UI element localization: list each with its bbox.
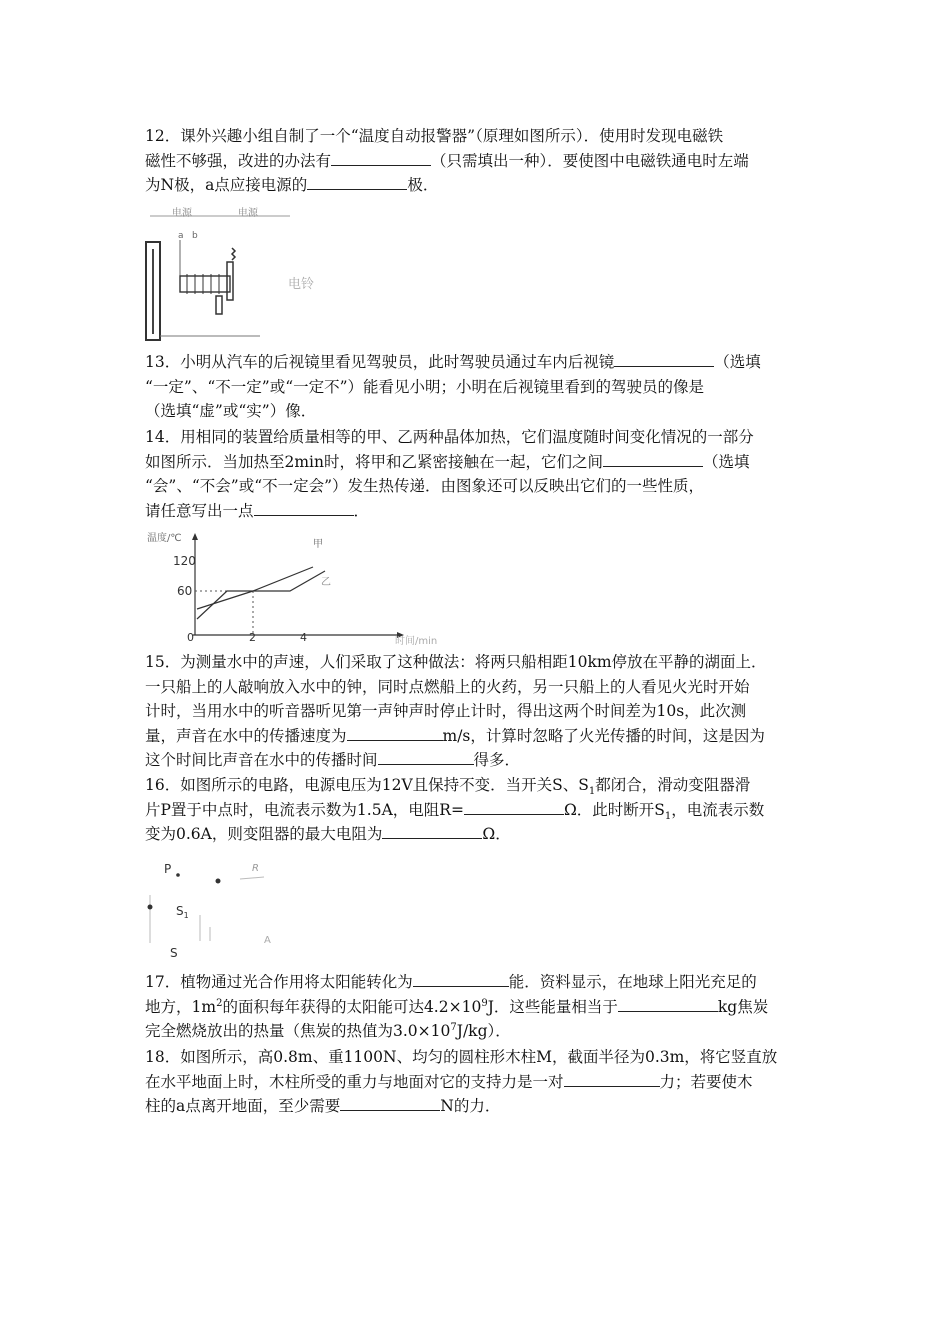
q17-sup: 7 xyxy=(450,1021,457,1033)
q12-text: 极． xyxy=(407,176,439,194)
question-12 xyxy=(145,124,825,198)
x-axis-label: 时间/min xyxy=(395,636,438,645)
answer-blank[interactable] xyxy=(564,1071,660,1087)
q15-line-3: 计时，当用水中的听音器听见第一声钟声时停止计时，得出这两个时间差为10s，此次测 xyxy=(145,702,747,720)
q16-text: Ω． xyxy=(482,825,511,843)
series-label: 乙 xyxy=(321,577,331,588)
node-dot xyxy=(148,905,153,910)
q16-text: 片P置于中点时，电流表示数为1.5A，电阻R= xyxy=(145,800,464,819)
q14-text: 请任意写出一点 xyxy=(145,501,254,520)
x-tick-label: 2 xyxy=(249,631,256,644)
answer-blank[interactable] xyxy=(340,1095,440,1111)
q16-line-3 xyxy=(145,822,825,847)
q16-sub: 1 xyxy=(664,810,672,822)
q16-text: 16．如图所示的电路，电源电压为12V且保持不变．当开关S、S xyxy=(145,776,589,794)
q17-text: 地方，1m xyxy=(145,997,217,1016)
answer-blank[interactable] xyxy=(331,150,431,166)
answer-blank[interactable] xyxy=(378,749,474,765)
fig-label: 电铃 xyxy=(288,277,315,292)
question-15 xyxy=(145,650,825,773)
q16-text: 都闭合，滑动变阻器滑 xyxy=(595,776,751,794)
q14-figure xyxy=(145,527,465,645)
answer-blank[interactable] xyxy=(347,725,443,741)
q17-text: 17．植物通过光合作用将太阳能转化为 xyxy=(145,973,413,991)
q15-line-1: 15．为测量水中的声速，人们采取了这种做法：将两只船相距10km停放在平静的湖面上． xyxy=(145,653,767,671)
q17-text: J/kg）． xyxy=(456,1022,511,1040)
q12-line-1: 12．课外兴趣小组自制了一个“温度自动报警器”（原理如图所示）．使用时发现电磁铁 xyxy=(145,127,724,145)
fig-label: 电源 xyxy=(238,208,258,219)
answer-blank[interactable] xyxy=(464,799,564,815)
q12-line-2 xyxy=(145,149,825,174)
answer-blank[interactable] xyxy=(307,174,407,190)
answer-blank[interactable] xyxy=(603,451,703,467)
q18-text: 在水平地面上时，木柱所受的重力与地面对它的支持力是一对 xyxy=(145,1072,564,1091)
q14-text: 如图所示．当加热至2min时，将甲和乙紧密接触在一起，它们之间 xyxy=(145,452,604,471)
node-dot xyxy=(216,879,221,884)
q16-line-1 xyxy=(145,773,825,798)
q14-line-1: 14．用相同的装置给质量相等的甲、乙两种晶体加热，它们温度随时间变化情况的一部分 xyxy=(145,428,754,446)
answer-blank[interactable] xyxy=(413,971,509,987)
q17-line-2 xyxy=(145,995,825,1020)
y-tick-label: 120 xyxy=(173,554,196,568)
q14-line-2 xyxy=(145,450,825,475)
q15-line-2: 一只船上的人敲响放入水中的钟，同时点燃船上的火药，另一只船上的人看见火光时开始 xyxy=(145,677,750,696)
q12-figure xyxy=(140,204,340,344)
q15-text: 量，声音在水中的传播速度为 xyxy=(145,726,347,745)
x-tick-label: 4 xyxy=(300,631,307,644)
fig-label: R xyxy=(252,863,259,874)
series-yi-line xyxy=(197,571,325,619)
y-tick-label: 60 xyxy=(177,584,193,598)
origin-label: 0 xyxy=(187,631,194,644)
question-14 xyxy=(145,425,825,523)
q14-line-4 xyxy=(145,499,825,524)
q16-line-2 xyxy=(145,798,825,823)
node-dot xyxy=(176,873,180,877)
q14-line-3: “会”、“不会”或“不一定会”）发生热传递．由图象还可以反映出它们的一些性质， xyxy=(145,477,705,495)
q17-text: 能．资料显示，在地球上阳光充足的 xyxy=(508,973,757,991)
q14-text: ． xyxy=(353,501,370,520)
q14-text: （选填 xyxy=(703,452,750,471)
ammeter-label: A xyxy=(264,935,271,946)
q16-sub: 1 xyxy=(588,786,596,798)
fig-label: 电源 xyxy=(172,208,192,219)
q18-line-3 xyxy=(145,1094,825,1119)
alarm-circuit-diagram xyxy=(140,204,340,344)
series-label: 甲 xyxy=(313,539,323,550)
fig-label: S xyxy=(170,946,178,960)
q18-text: N的力． xyxy=(440,1097,501,1115)
question-16 xyxy=(145,773,825,847)
q12-line-3 xyxy=(145,173,825,198)
q15-line-4 xyxy=(145,724,825,749)
coil-icon xyxy=(180,274,230,294)
q12-text: 磁性不够强，改进的办法有 xyxy=(145,151,332,170)
q12-text: （只需填出一种）．要使图中电磁铁通电时左端 xyxy=(431,151,749,170)
q15-text: m/s，计算时忽略了火光传播的时间，这是因为 xyxy=(442,726,765,745)
q18-line-2 xyxy=(145,1070,825,1095)
q13-text: 13．小明从汽车的后视镜里看见驾驶员，此时驾驶员通过车内后视镜 xyxy=(145,353,615,371)
q17-sup: 2 xyxy=(216,997,223,1009)
q16-figure xyxy=(140,855,300,965)
q17-line-1 xyxy=(145,970,825,995)
q17-sup: 9 xyxy=(481,997,488,1009)
answer-blank[interactable] xyxy=(382,823,482,839)
q17-text: 完全燃烧放出的热量（焦炭的热值为3.0×10 xyxy=(145,1022,451,1040)
y-axis-label: 温度/℃ xyxy=(147,533,182,544)
q18-text: 柱的a点离开地面，至少需要 xyxy=(145,1097,341,1115)
q12-text: 为N极，a点应接电源的 xyxy=(145,176,308,194)
spring-icon xyxy=(232,248,235,260)
circuit-diagram xyxy=(140,855,300,965)
q16-text: ，电流表示数 xyxy=(671,800,765,819)
q16-text: 变为0.6A，则变阻器的最大电阻为 xyxy=(145,825,383,843)
q15-text: 这个时间比声音在水中的传播时间 xyxy=(145,751,378,769)
question-13 xyxy=(145,350,825,424)
q15-line-5 xyxy=(145,748,825,773)
question-17 xyxy=(145,970,825,1044)
q17-text: 的面积每年获得的太阳能可达4.2×10 xyxy=(222,997,482,1016)
q18-line-1: 18．如图所示，高0.8m、重1100N、均匀的圆柱形木柱M，截面半径为0.3m，将它竖直放 xyxy=(145,1048,778,1066)
q13-line-3: （选填“虚”或“实”）像． xyxy=(145,402,317,420)
answer-blank[interactable] xyxy=(254,500,354,516)
answer-blank[interactable] xyxy=(618,996,718,1012)
q17-line-3 xyxy=(145,1019,825,1044)
fig-label: a xyxy=(178,231,184,241)
fig-label: b xyxy=(192,231,198,241)
q13-line-1 xyxy=(145,350,825,375)
q17-text: J．这些能量相当于 xyxy=(487,997,618,1016)
q15-text: 得多． xyxy=(473,751,521,769)
q13-line-2: “一定”、“不一定”或“一定不”）能看见小明；小明在后视镜里看到的驾驶员的像是 xyxy=(145,377,705,396)
q18-text: 力；若要使木 xyxy=(659,1072,753,1091)
question-18 xyxy=(145,1045,825,1119)
fig-label: P xyxy=(164,862,172,876)
fig-label: $S_1$ xyxy=(176,904,189,920)
answer-blank[interactable] xyxy=(614,351,714,367)
q16-text: Ω．此时断开S xyxy=(563,800,665,819)
q13-text: （选填 xyxy=(714,353,761,371)
temperature-time-graph xyxy=(145,527,465,645)
q17-text: kg焦炭 xyxy=(717,997,769,1016)
arrow-up-icon xyxy=(192,533,198,540)
